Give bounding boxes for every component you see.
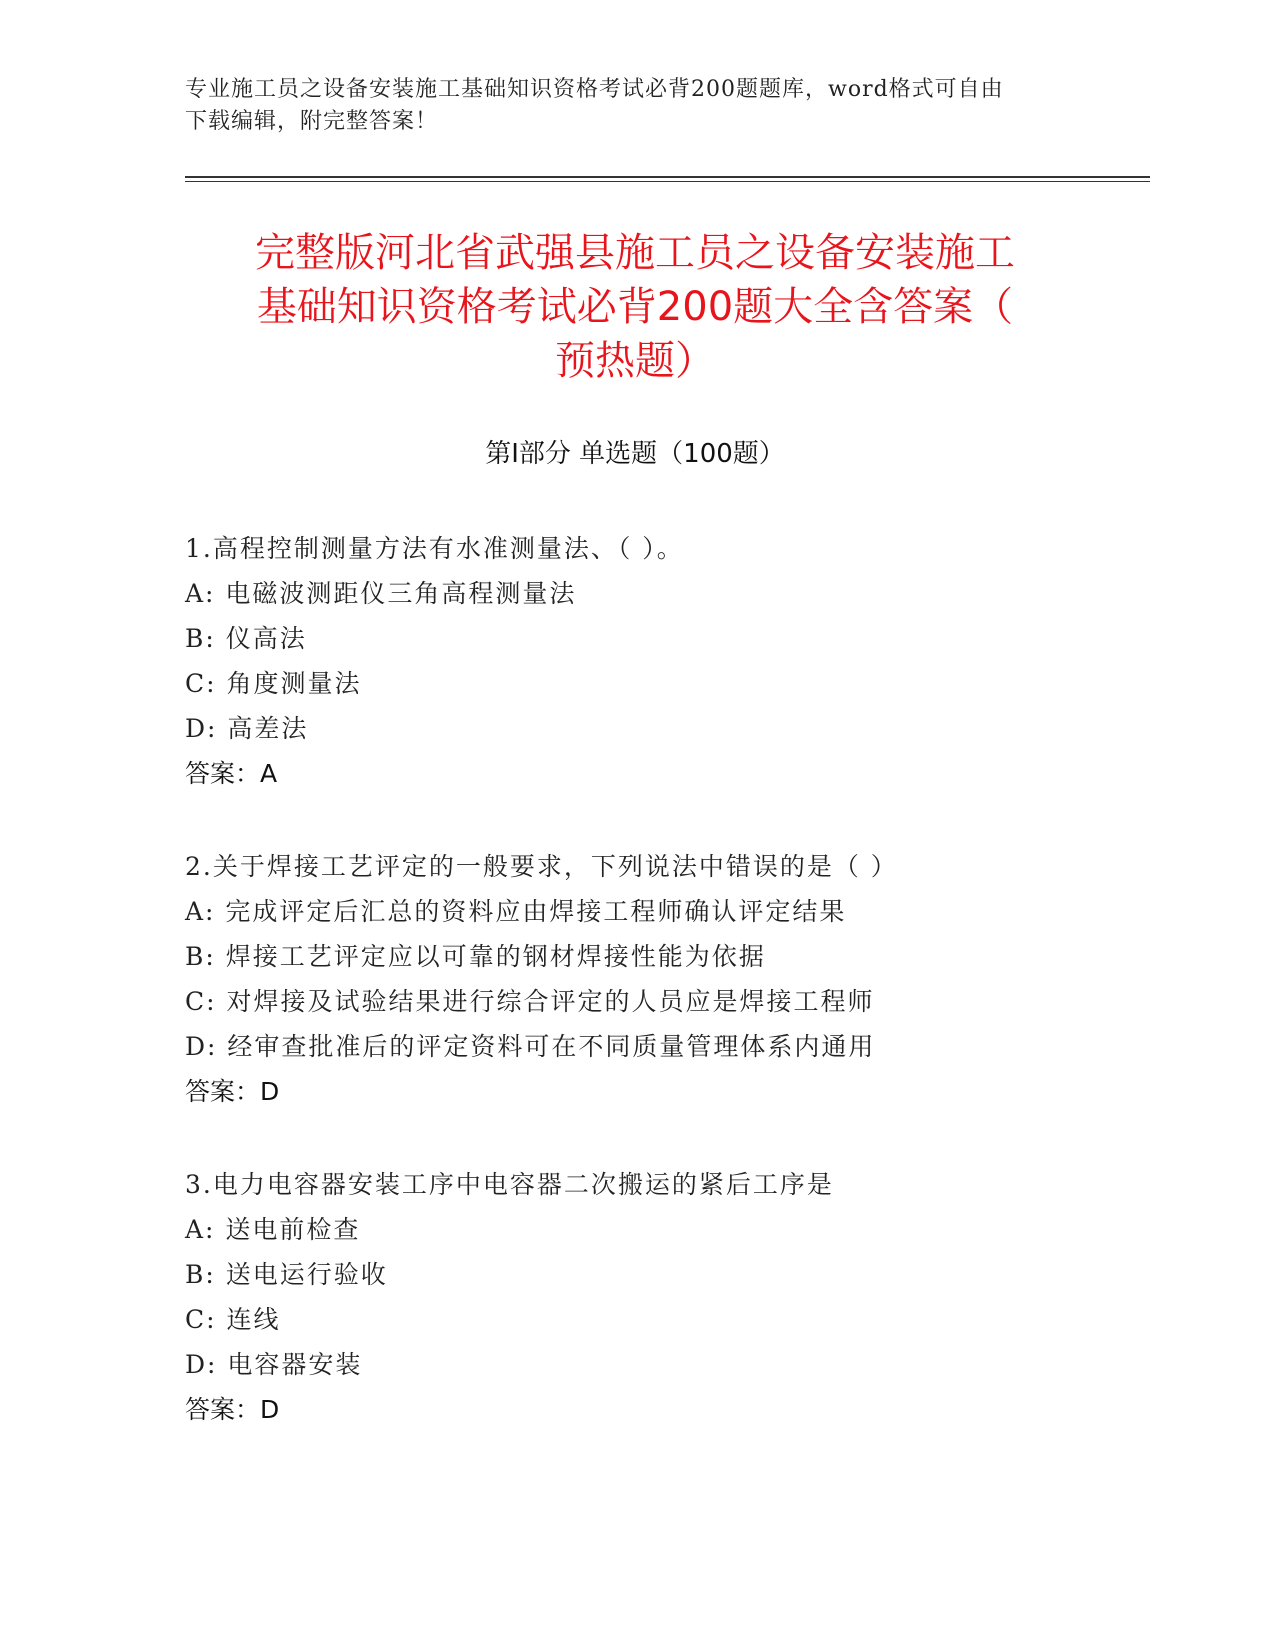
section-heading: 第I部分 单选题（100题） bbox=[485, 439, 785, 469]
option-b: B: 仪高法 bbox=[185, 624, 307, 653]
answer-label: 答案：A bbox=[185, 759, 278, 788]
header-note-line-1: 专业施工员之设备安装施工基础知识资格考试必背200题题库，word格式可自由 bbox=[185, 77, 1004, 102]
option-c: C: 连线 bbox=[185, 1305, 281, 1334]
option-a: A: 电磁波测距仪三角高程测量法 bbox=[185, 579, 577, 608]
question-stem: 3.电力电容器安装工序中电容器二次搬运的紧后工序是 bbox=[185, 1170, 834, 1199]
header-note bbox=[185, 74, 1085, 138]
header-note-line-2: 下载编辑，附完整答案！ bbox=[185, 109, 439, 134]
header-divider-thick bbox=[185, 176, 1150, 178]
answer-label: 答案：D bbox=[185, 1395, 280, 1424]
option-b: B: 焊接工艺评定应以可靠的钢材焊接性能为依据 bbox=[185, 942, 766, 971]
question-3 bbox=[185, 1162, 1145, 1432]
option-c: C: 角度测量法 bbox=[185, 669, 362, 698]
option-a: A: 完成评定后汇总的资料应由焊接工程师确认评定结果 bbox=[185, 897, 847, 926]
header-divider-thin bbox=[185, 181, 1150, 182]
question-stem: 2.关于焊接工艺评定的一般要求，下列说法中错误的是（ ） bbox=[185, 852, 898, 881]
document-title-line-3: 预热题） bbox=[555, 338, 715, 384]
document-title-line-2: 基础知识资格考试必背200题大全含答案（ bbox=[256, 284, 1014, 330]
document-title-line-1: 完整版河北省武强县施工员之设备安装施工 bbox=[255, 230, 1015, 276]
question-2 bbox=[185, 844, 1145, 1114]
option-c: C: 对焊接及试验结果进行综合评定的人员应是焊接工程师 bbox=[185, 987, 875, 1016]
question-1 bbox=[185, 526, 1145, 796]
option-d: D: 经审查批准后的评定资料可在不同质量管理体系内通用 bbox=[185, 1032, 876, 1061]
question-stem: 1.高程控制测量方法有水准测量法、（ ）。 bbox=[185, 534, 684, 563]
option-b: B: 送电运行验收 bbox=[185, 1260, 388, 1289]
option-a: A: 送电前检查 bbox=[185, 1215, 361, 1244]
option-d: D: 电容器安装 bbox=[185, 1350, 363, 1379]
option-d: D: 高差法 bbox=[185, 714, 309, 743]
answer-label: 答案：D bbox=[185, 1077, 280, 1106]
document-title bbox=[185, 226, 1085, 388]
